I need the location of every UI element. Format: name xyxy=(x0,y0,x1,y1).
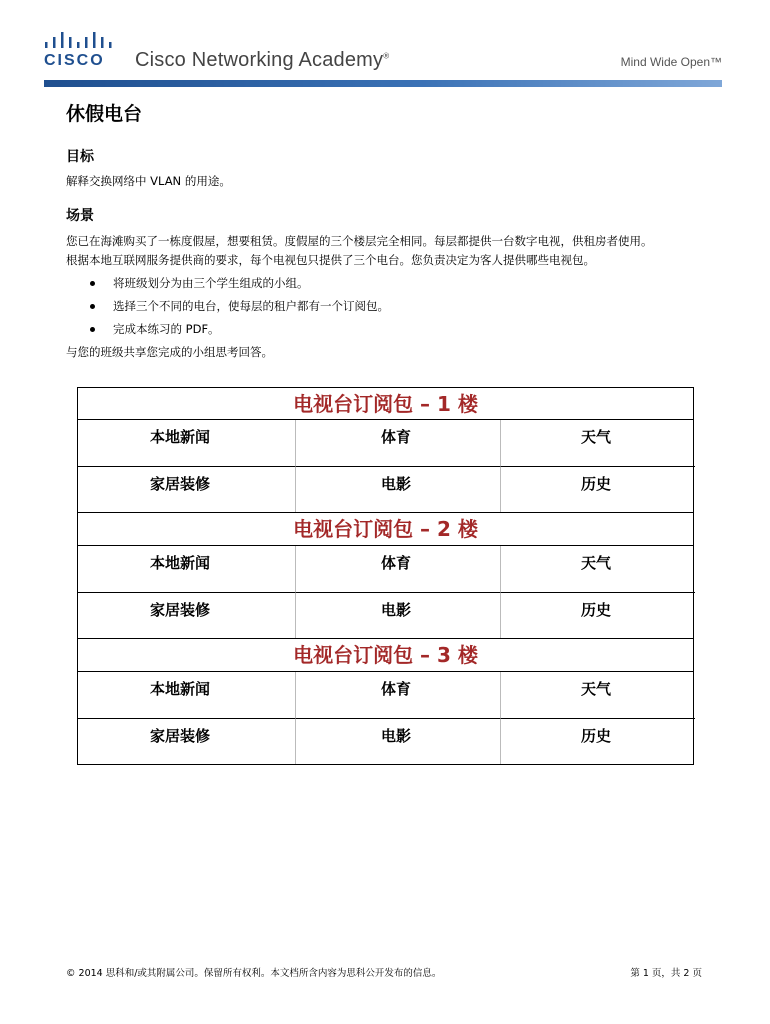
table-cell: 家居装修 xyxy=(78,592,295,638)
package-title-3: 电视台订阅包 – 3 楼 xyxy=(77,639,694,672)
closing-text: 与您的班级共享您完成的小组思考回答。 xyxy=(66,345,273,359)
table-cell: 本地新闻 xyxy=(150,554,211,572)
page-header xyxy=(0,0,770,90)
objective-text: 解释交换网络中 VLAN 的用途。 xyxy=(66,174,231,188)
table-cell: 家居装修 xyxy=(78,466,295,512)
table-cell: 体育 xyxy=(295,546,500,592)
table-cell: 本地新闻 xyxy=(150,428,211,446)
table-cell: 天气 xyxy=(500,672,695,718)
scenario-line-1: 您已在海滩购买了一栋度假屋，想要租赁。度假屋的三个楼层完全相同。每层都提供一台数字电视，供租房者使用。 xyxy=(66,234,653,248)
package-table xyxy=(77,387,694,765)
package-grid-2 xyxy=(77,546,694,639)
table-cell: 体育 xyxy=(295,672,500,718)
table-cell: 历史 xyxy=(500,592,695,638)
table-cell: 天气 xyxy=(500,546,695,592)
list-item: 选择三个不同的电台，使每层的租户都有一个订阅包。 xyxy=(86,295,389,318)
bullet-icon xyxy=(90,281,95,286)
table-cell: 历史 xyxy=(500,466,695,512)
table-cell: 电影 xyxy=(295,592,500,638)
package-grid-1 xyxy=(77,420,694,513)
table-cell: 本地新闻 xyxy=(150,680,211,698)
package-title-2: 电视台订阅包 – 2 楼 xyxy=(77,513,694,546)
objective-heading: 目标 xyxy=(66,149,94,165)
package-title-1: 电视台订阅包 – 1 楼 xyxy=(77,387,694,420)
doc-title: 休假电台 xyxy=(66,103,143,125)
package-grid-3 xyxy=(77,672,694,765)
table-cell: 体育 xyxy=(295,420,500,466)
list-item: 将班级划分为由三个学生组成的小组。 xyxy=(86,272,389,295)
table-cell: 天气 xyxy=(500,420,695,466)
table-cell: 电影 xyxy=(295,718,500,764)
bullet-icon xyxy=(90,327,95,332)
cisco-logo xyxy=(44,30,120,70)
table-cell: 历史 xyxy=(500,718,695,764)
academy-name: Cisco Networking Academy® xyxy=(135,49,390,71)
header-rule xyxy=(44,80,722,87)
list-item: 完成本练习的 PDF。 xyxy=(86,318,389,341)
footer-page-number: 第 1 页，共 2 页 xyxy=(630,968,702,979)
cisco-wordmark: CISCO xyxy=(44,52,105,69)
footer-copyright: © 2014 思科和/或其附属公司。保留所有权利。本文档所含内容为思科公开发布的信息。 xyxy=(66,968,442,979)
table-cell: 家居装修 xyxy=(78,718,295,764)
scenario-line-2: 根据本地互联网服务提供商的要求，每个电视包只提供了三个电台。您负责决定为客人提供哪些电视包。 xyxy=(66,253,595,267)
tagline: Mind Wide Open™ xyxy=(620,55,722,69)
table-cell: 电影 xyxy=(295,466,500,512)
bullet-icon xyxy=(90,304,95,309)
scenario-heading: 场景 xyxy=(66,208,94,224)
cisco-bars-icon xyxy=(44,30,114,52)
instruction-list xyxy=(86,272,389,341)
